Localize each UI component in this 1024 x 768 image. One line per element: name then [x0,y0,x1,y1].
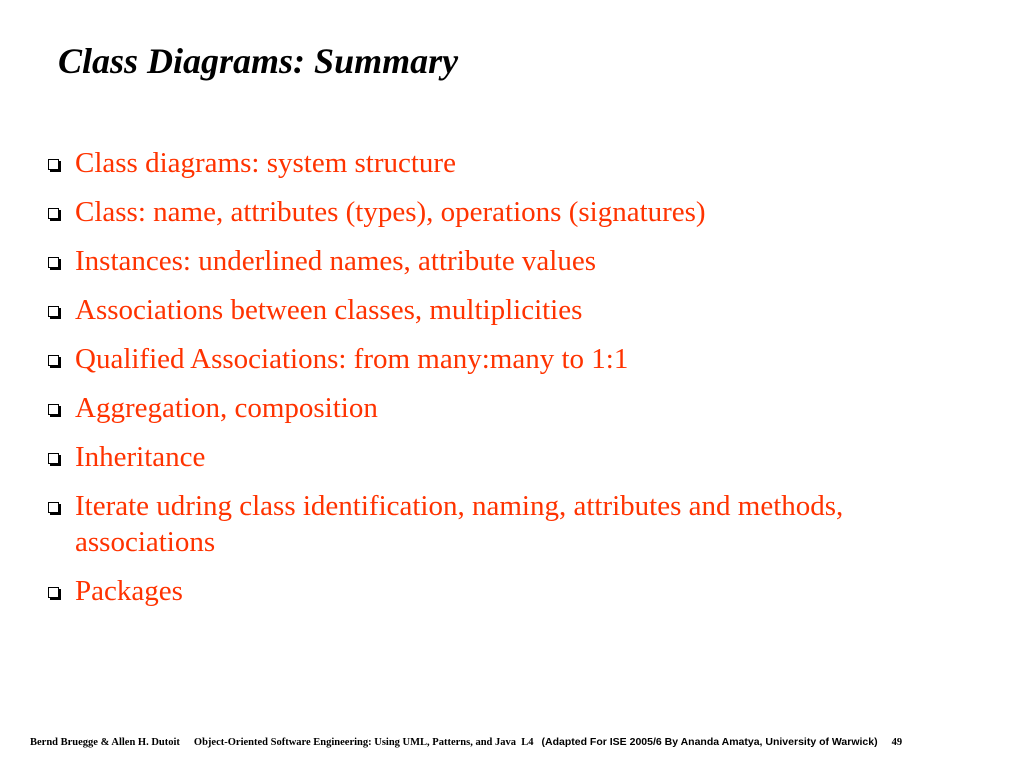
footer-authors: Bernd Bruegge & Allen H. Dutoit [30,737,180,748]
bullet-text: Inheritance [75,441,206,473]
square-bullet-icon [48,453,59,464]
square-bullet-icon [48,159,59,170]
bullet-text: Aggregation, composition [75,392,378,424]
square-bullet-icon [48,257,59,268]
bullet-item [46,194,946,230]
bullet-item [46,243,946,279]
bullet-item [46,488,946,560]
bullet-item [46,292,946,328]
square-bullet-icon [48,306,59,317]
footer-book: Object-Oriented Software Engineering: Using UML, Patterns, and Java [193,737,516,748]
bullet-text: Qualified Associations: from many:many to 1:1 [75,343,629,375]
bullet-text: Iterate udring class identification, naming, attributes and methods, associations [75,490,844,558]
bullet-text: Class diagrams: system structure [75,147,456,179]
slide-footer [30,736,902,748]
bullet-item [46,573,946,609]
page-number: 49 [891,737,903,748]
square-bullet-icon [48,404,59,415]
bullet-text: Packages [75,575,183,607]
bullet-item [46,390,946,426]
bullet-text: Instances: underlined names, attribute values [75,245,597,277]
bullet-item [46,145,946,181]
footer-adapted: (Adapted For ISE 2005/6 By Ananda Amatya, University of Warwick) [541,736,878,748]
square-bullet-icon [48,208,59,219]
square-bullet-icon [48,355,59,366]
square-bullet-icon [48,502,59,513]
bullet-item [46,341,946,377]
bullet-list [46,145,946,622]
bullet-text: Class: name, attributes (types), operations (signatures) [75,196,706,228]
bullet-item [46,439,946,475]
slide-title: Class Diagrams: Summary [58,41,459,81]
square-bullet-icon [48,587,59,598]
footer-lecture: L4 [521,737,534,748]
bullet-text: Associations between classes, multiplicities [75,294,583,326]
